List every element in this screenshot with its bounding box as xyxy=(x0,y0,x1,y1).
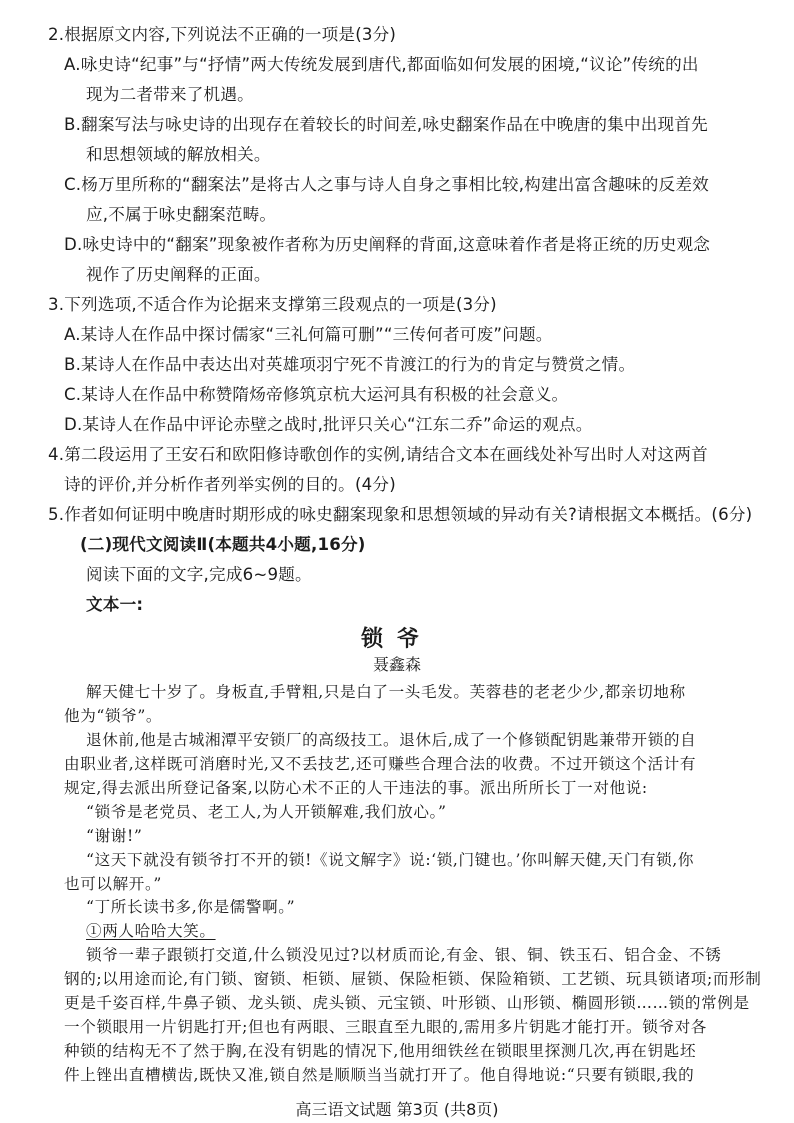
q3-option-a: A.某诗人在作品中探讨儒家“三礼何篇可删”“三传何者可废”问题。 xyxy=(64,325,553,344)
q5-line1: 5.作者如何证明中晚唐时期形成的咏史翻案现象和思想领域的异动有关?请根据文本概括。(6分) xyxy=(48,505,753,524)
story-line-17: 件上锉出直槽横齿,既快又准,锁自然是顺顺当当就打开了。他自得地说:“只要有锁眼,我的 xyxy=(64,1066,695,1084)
story-line-10: “丁所长读书多,你是儒警啊。” xyxy=(86,898,296,916)
q2-option-d-line2: 视作了历史阐释的正面。 xyxy=(86,265,271,284)
story-line-15: 一个锁眼用一片钥匙打开;但也有两眼、三眼直至九眼的,需用多片钥匙才能打开。锁爷对各 xyxy=(64,1018,707,1036)
q4-line2: 诗的评价,并分析作者列举实例的目的。(4分) xyxy=(64,475,396,494)
q2-option-c-line2: 应,不属于咏史翻案范畴。 xyxy=(86,205,277,224)
q3-stem: 3.下列选项,不适合作为论据来支撑第三段观点的一项是(3分) xyxy=(48,295,497,314)
section-instruction: 阅读下面的文字,完成6~9题。 xyxy=(86,565,312,584)
story-line-12: 锁爷一辈子跟锁打交道,什么锁没见过?以材质而论,有金、银、铜、铁玉石、铝合金、不锈 xyxy=(86,946,722,964)
q2-option-d-line1: D.咏史诗中的“翻案”现象被作者称为历史阐释的背面,这意味着作者是将正统的历史观念 xyxy=(64,235,711,254)
story-line-13: 钢的;以用途而论,有门锁、窗锁、柜锁、屉锁、保险柜锁、保险箱锁、工艺锁、玩具锁诸项;而形制 xyxy=(64,970,762,988)
q3-option-c: C.某诗人在作品中称赞隋炀帝修筑京杭大运河具有积极的社会意义。 xyxy=(64,385,569,404)
q2-stem: 2.根据原文内容,下列说法不正确的一项是(3分) xyxy=(48,25,397,44)
story-line-7: “谢谢!” xyxy=(86,827,143,845)
story-line-3: 退休前,他是古城湘潭平安锁厂的高级技工。退休后,成了一个修锁配钥匙兼带开锁的自 xyxy=(86,731,697,749)
q2-option-c-line1: C.杨万里所称的“翻案法”是将古人之事与诗人自身之事相比较,构建出富含趣味的反差效 xyxy=(64,175,709,194)
q2-option-b-line1: B.翻案写法与咏史诗的出现存在着较长的时间差,咏史翻案作品在中晚唐的集中出现首先 xyxy=(64,115,708,134)
story-line-9: 也可以解开。” xyxy=(64,875,162,893)
q3-option-b: B.某诗人在作品中表达出对英雄项羽宁死不肯渡江的行为的肯定与赞赏之情。 xyxy=(64,355,636,374)
story-line-1: 解天健七十岁了。身板直,手臂粗,只是白了一头毛发。芙蓉巷的老老少少,都亲切地称 xyxy=(86,683,686,701)
q2-option-a-line2: 现为二者带来了机遇。 xyxy=(86,85,254,104)
q3-option-d: D.某诗人在作品中评论赤壁之战时,批评只关心“江东二乔”命运的观点。 xyxy=(64,415,593,434)
q2-option-a-line1: A.咏史诗“纪事”与“抒情”两大传统发展到唐代,都面临如何发展的困境,“议论”传统的出 xyxy=(64,55,699,74)
story-line-4: 由职业者,这样既可消磨时光,又不丢技艺,还可赚些合理合法的收费。不过开锁这个活计有 xyxy=(64,755,697,773)
text-label: 文本一: xyxy=(86,595,144,614)
page-footer: 高三语文试题 第3页 (共8页) xyxy=(295,1100,499,1119)
story-title: 锁爷 xyxy=(360,627,433,652)
q2-option-b-line2: 和思想领域的解放相关。 xyxy=(86,145,271,164)
story-author: 聂鑫森 xyxy=(372,655,421,674)
story-line-11: ①两人哈哈大笑。 xyxy=(86,922,216,940)
story-line-6: “锁爷是老党员、老工人,为人开锁解难,我们放心。” xyxy=(86,803,447,821)
q4-line1: 4.第二段运用了王安石和欧阳修诗歌创作的实例,请结合文本在画线处补写出时人对这两首 xyxy=(48,445,708,464)
story-line-2: 他为“锁爷”。 xyxy=(64,707,163,725)
story-line-14: 更是千姿百样,牛鼻子锁、龙头锁、虎头锁、元宝锁、叶形锁、山形锁、椭圆形锁……锁的常例是 xyxy=(64,994,750,1012)
story-line-16: 种锁的结构无不了然于胸,在没有钥匙的情况下,他用细铁丝在锁眼里探测几次,再在钥匙坯 xyxy=(64,1042,697,1060)
story-line-8: “这天下就没有锁爷打不开的锁!《说文解字》说:‘锁,门键也。’你叫解天健,天门有锁,你 xyxy=(86,851,695,869)
section-heading: (二)现代文阅读Ⅱ(本题共4小题,16分) xyxy=(80,535,366,554)
story-line-5: 规定,得去派出所登记备案,以防心术不正的人干违法的事。派出所所长丁一对他说: xyxy=(64,779,648,797)
